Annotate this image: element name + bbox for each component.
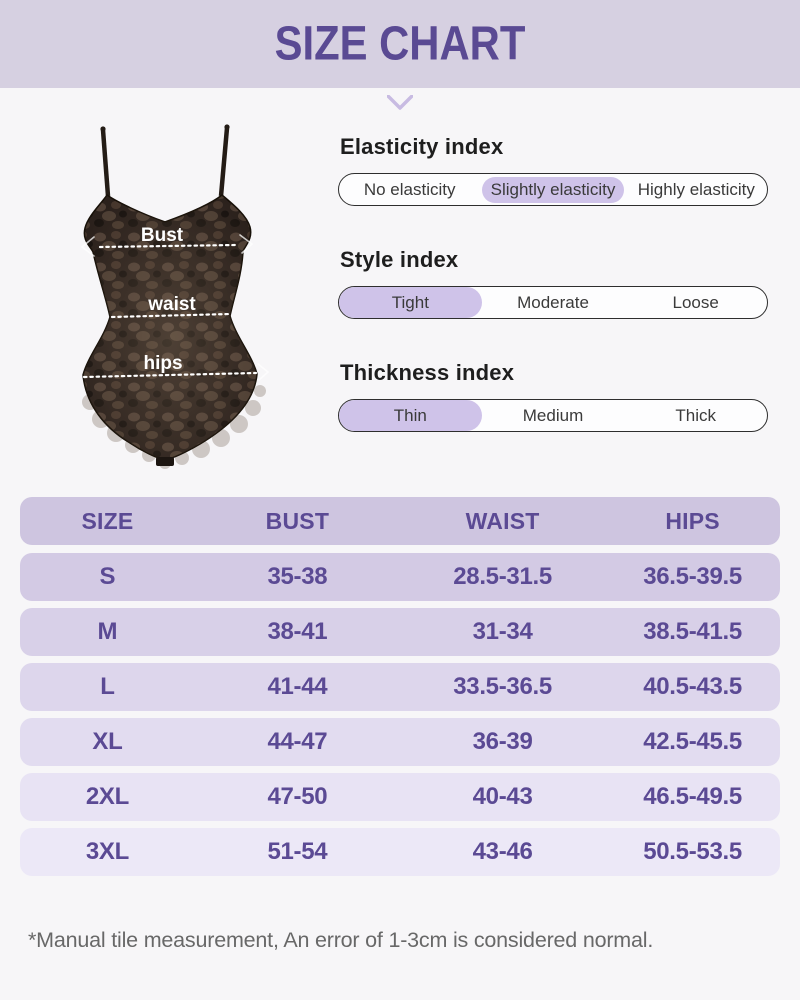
column-header-waist: WAIST xyxy=(465,507,540,534)
index-panels xyxy=(338,134,768,473)
hips-cell: 36.5-39.5 xyxy=(643,563,742,590)
size-cell: M xyxy=(97,618,118,645)
option-medium[interactable]: Medium xyxy=(522,405,584,425)
waist-cell: 43-46 xyxy=(472,838,533,865)
waist-cell: 33.5-36.5 xyxy=(453,673,552,700)
table-header-row xyxy=(20,497,780,545)
size-cell: 3XL xyxy=(85,838,129,865)
style-index-section xyxy=(338,247,768,319)
hips-cell: 42.5-45.5 xyxy=(643,728,742,755)
header-band xyxy=(0,0,800,88)
table-row xyxy=(20,828,780,876)
elasticity-index-section xyxy=(338,134,768,206)
option-no-elasticity[interactable]: No elasticity xyxy=(363,179,456,199)
size-cell: XL xyxy=(92,728,123,755)
product-image xyxy=(60,110,340,470)
left-strap xyxy=(103,130,108,196)
elasticity-index-title: Elasticity index xyxy=(340,134,504,159)
table-row xyxy=(20,663,780,711)
option-slightly-elasticity-selected[interactable]: Slightly elasticity xyxy=(482,177,623,203)
thickness-index-options xyxy=(338,399,768,432)
column-header-size: SIZE xyxy=(81,507,134,534)
hips-cell: 40.5-43.5 xyxy=(643,673,742,700)
hips-label: hips xyxy=(143,353,183,374)
size-cell: L xyxy=(100,673,115,700)
bust-cell: 38-41 xyxy=(267,618,328,645)
bust-cell: 51-54 xyxy=(267,838,328,865)
style-index-title: Style index xyxy=(340,247,459,272)
option-moderate[interactable]: Moderate xyxy=(517,292,589,312)
bust-cell: 41-44 xyxy=(267,673,328,700)
bust-label: Bust xyxy=(140,225,184,246)
hips-cell: 46.5-49.5 xyxy=(643,783,742,810)
right-strap-hook xyxy=(224,124,229,129)
hips-right-arrow-icon xyxy=(258,364,268,380)
chevron-down-icon xyxy=(387,95,413,111)
size-table xyxy=(20,497,780,883)
hips-cell: 38.5-41.5 xyxy=(643,618,742,645)
bust-cell: 44-47 xyxy=(267,728,328,755)
bust-cell: 47-50 xyxy=(267,783,328,810)
hips-cell: 50.5-53.5 xyxy=(643,838,742,865)
waist-label: waist xyxy=(148,294,196,315)
column-header-hips: HIPS xyxy=(665,507,720,534)
crotch-tab xyxy=(156,457,174,466)
waist-cell: 28.5-31.5 xyxy=(453,563,552,590)
table-row xyxy=(20,553,780,601)
style-index-options xyxy=(338,286,768,319)
table-row xyxy=(20,608,780,656)
right-strap xyxy=(221,128,227,196)
bodysuit-illustration xyxy=(60,110,340,470)
waist-cell: 36-39 xyxy=(472,728,533,755)
option-highly-elasticity[interactable]: Highly elasticity xyxy=(637,179,755,199)
option-thin-selected[interactable]: Thin xyxy=(339,400,482,431)
column-header-bust: BUST xyxy=(265,507,330,534)
table-row xyxy=(20,718,780,766)
thickness-index-section xyxy=(338,360,768,432)
size-cell: 2XL xyxy=(85,783,129,810)
option-loose[interactable]: Loose xyxy=(672,292,719,312)
page-title: SIZE CHART xyxy=(274,16,526,71)
size-cell: S xyxy=(99,563,116,590)
option-tight-selected[interactable]: Tight xyxy=(339,287,482,318)
table-row xyxy=(20,773,780,821)
waist-cell: 31-34 xyxy=(472,618,533,645)
left-strap-hook xyxy=(100,126,105,131)
waist-cell: 40-43 xyxy=(472,783,533,810)
measurement-disclaimer: *Manual tile measurement, An error of 1-3cm is considered normal. xyxy=(28,928,654,952)
option-thick[interactable]: Thick xyxy=(675,405,716,425)
elasticity-index-options xyxy=(338,173,768,206)
bust-cell: 35-38 xyxy=(267,563,328,590)
thickness-index-title: Thickness index xyxy=(340,360,515,385)
